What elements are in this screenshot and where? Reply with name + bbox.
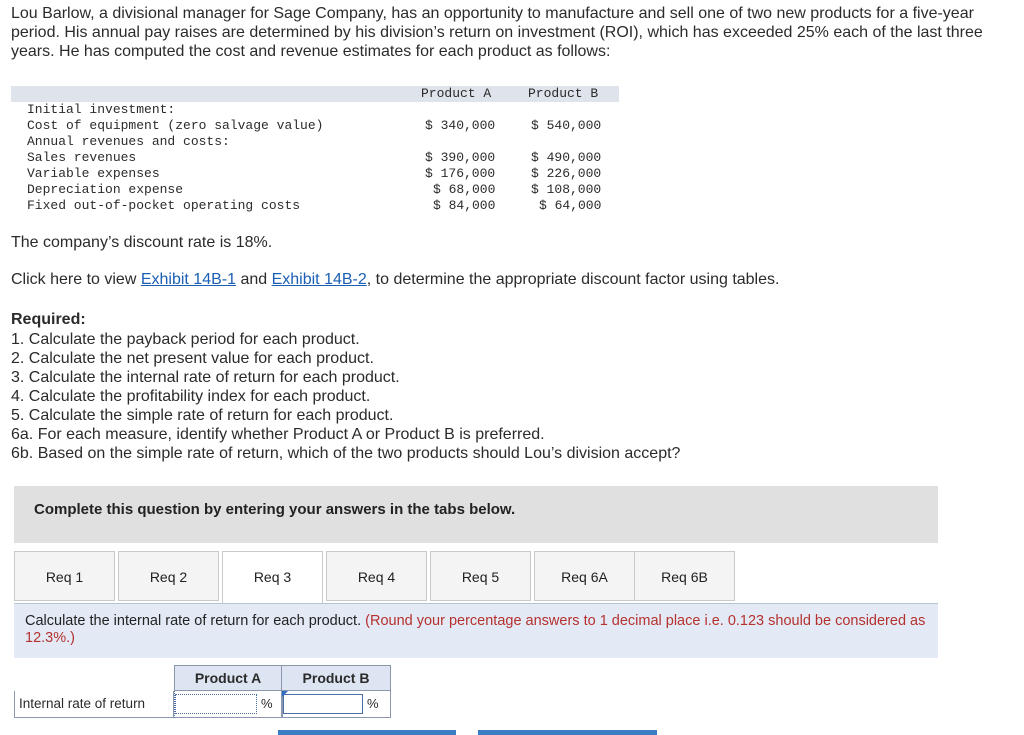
prev-req-button[interactable]: [278, 730, 456, 735]
required-heading: Required:: [11, 311, 86, 328]
row-label: Fixed out-of-pocket operating costs: [27, 198, 301, 213]
required-item: 5. Calculate the simple rate of return for each product.: [11, 407, 394, 424]
instruction-rounding-note: (Round your percentage answers to 1 decimal place i.e. 0.123 should be considered as 12.3%.): [25, 613, 926, 646]
exhibit-prefix: Click here to view: [11, 271, 141, 288]
value-a: $ 390,000: [425, 150, 496, 165]
exhibit-suffix: , to determine the appropriate discount factor using tables.: [366, 271, 780, 288]
tab-req-5[interactable]: Req 5: [430, 551, 531, 601]
value-b: $ 226,000: [531, 166, 602, 181]
required-item: 6b. Based on the simple rate of return, which of the two products should Lou’s division accept?: [11, 445, 681, 462]
value-b: $ 108,000: [531, 182, 602, 197]
irr-product-a-input[interactable]: [175, 694, 257, 714]
header-product-b: Product B: [528, 86, 599, 101]
value-b: $ 540,000: [531, 118, 602, 133]
tab-req-4[interactable]: Req 4: [326, 551, 427, 601]
tab-req-3[interactable]: Req 3: [222, 551, 323, 603]
tab-instruction: [14, 603, 938, 658]
value-b: $ 490,000: [531, 150, 602, 165]
cell-irr-product-a: [174, 691, 282, 718]
col-product-a: Product A: [174, 665, 282, 691]
problem-intro: Lou Barlow, a divisional manager for Sage Company, has an opportunity to manufacture and sell one of two new products for a five-year period. His annual pay raises are determined by his division’s return on investment (ROI), which has exceeded 25% each of the last three years. He has computed the cost and revenue estimates for each product as follows:: [11, 5, 983, 60]
requirement-tabs: [14, 551, 938, 603]
row-label-irr: Internal rate of return: [14, 691, 174, 718]
required-item: 2. Calculate the net present value for each product.: [11, 350, 374, 367]
value-b: $ 64,000: [539, 198, 602, 213]
value-a: $ 68,000: [433, 182, 496, 197]
required-item: 4. Calculate the profitability index for each product.: [11, 388, 371, 405]
table-header: [11, 86, 619, 102]
required-item: 3. Calculate the internal rate of return for each product.: [11, 369, 400, 386]
percent-unit: %: [367, 696, 379, 711]
percent-unit: %: [261, 696, 273, 711]
tab-req-1[interactable]: Req 1: [14, 551, 115, 601]
exhibit-14b-2-link[interactable]: Exhibit 14B-2: [271, 271, 367, 288]
row-label: Annual revenues and costs:: [27, 134, 230, 149]
exhibit-line: [11, 271, 779, 289]
row-label: Initial investment:: [27, 102, 176, 117]
required-item: 1. Calculate the payback period for each product.: [11, 331, 360, 348]
tab-req-6b[interactable]: Req 6B: [634, 551, 735, 601]
exhibit-14b-1-link[interactable]: Exhibit 14B-1: [140, 271, 236, 288]
required-item: 6a. For each measure, identify whether Product A or Product B is preferred.: [11, 426, 545, 443]
exhibit-and: and: [236, 271, 272, 288]
row-label: Variable expenses: [27, 166, 160, 181]
header-product-a: Product A: [421, 86, 492, 101]
row-label: Cost of equipment (zero salvage value): [27, 118, 324, 133]
tab-req-2[interactable]: Req 2: [118, 551, 219, 601]
value-a: $ 84,000: [433, 198, 496, 213]
instructions-banner: [14, 486, 938, 543]
tab-req-6a[interactable]: Req 6A: [534, 551, 635, 601]
discount-rate-text: The company’s discount rate is 18%.: [11, 234, 273, 251]
cell-marker-icon: [282, 691, 288, 697]
row-label: Depreciation expense: [27, 182, 184, 197]
required-list: [11, 330, 680, 463]
banner-text: Complete this question by entering your answers in the tabs below.: [34, 501, 516, 518]
col-product-b: Product B: [281, 665, 391, 691]
next-req-button[interactable]: [478, 730, 657, 735]
irr-product-b-input[interactable]: [283, 694, 363, 714]
value-a: $ 340,000: [425, 118, 496, 133]
value-a: $ 176,000: [425, 166, 496, 181]
row-label: Sales revenues: [27, 150, 137, 165]
cell-irr-product-b: [282, 691, 391, 718]
instruction-main: Calculate the internal rate of return for each product.: [25, 613, 366, 629]
